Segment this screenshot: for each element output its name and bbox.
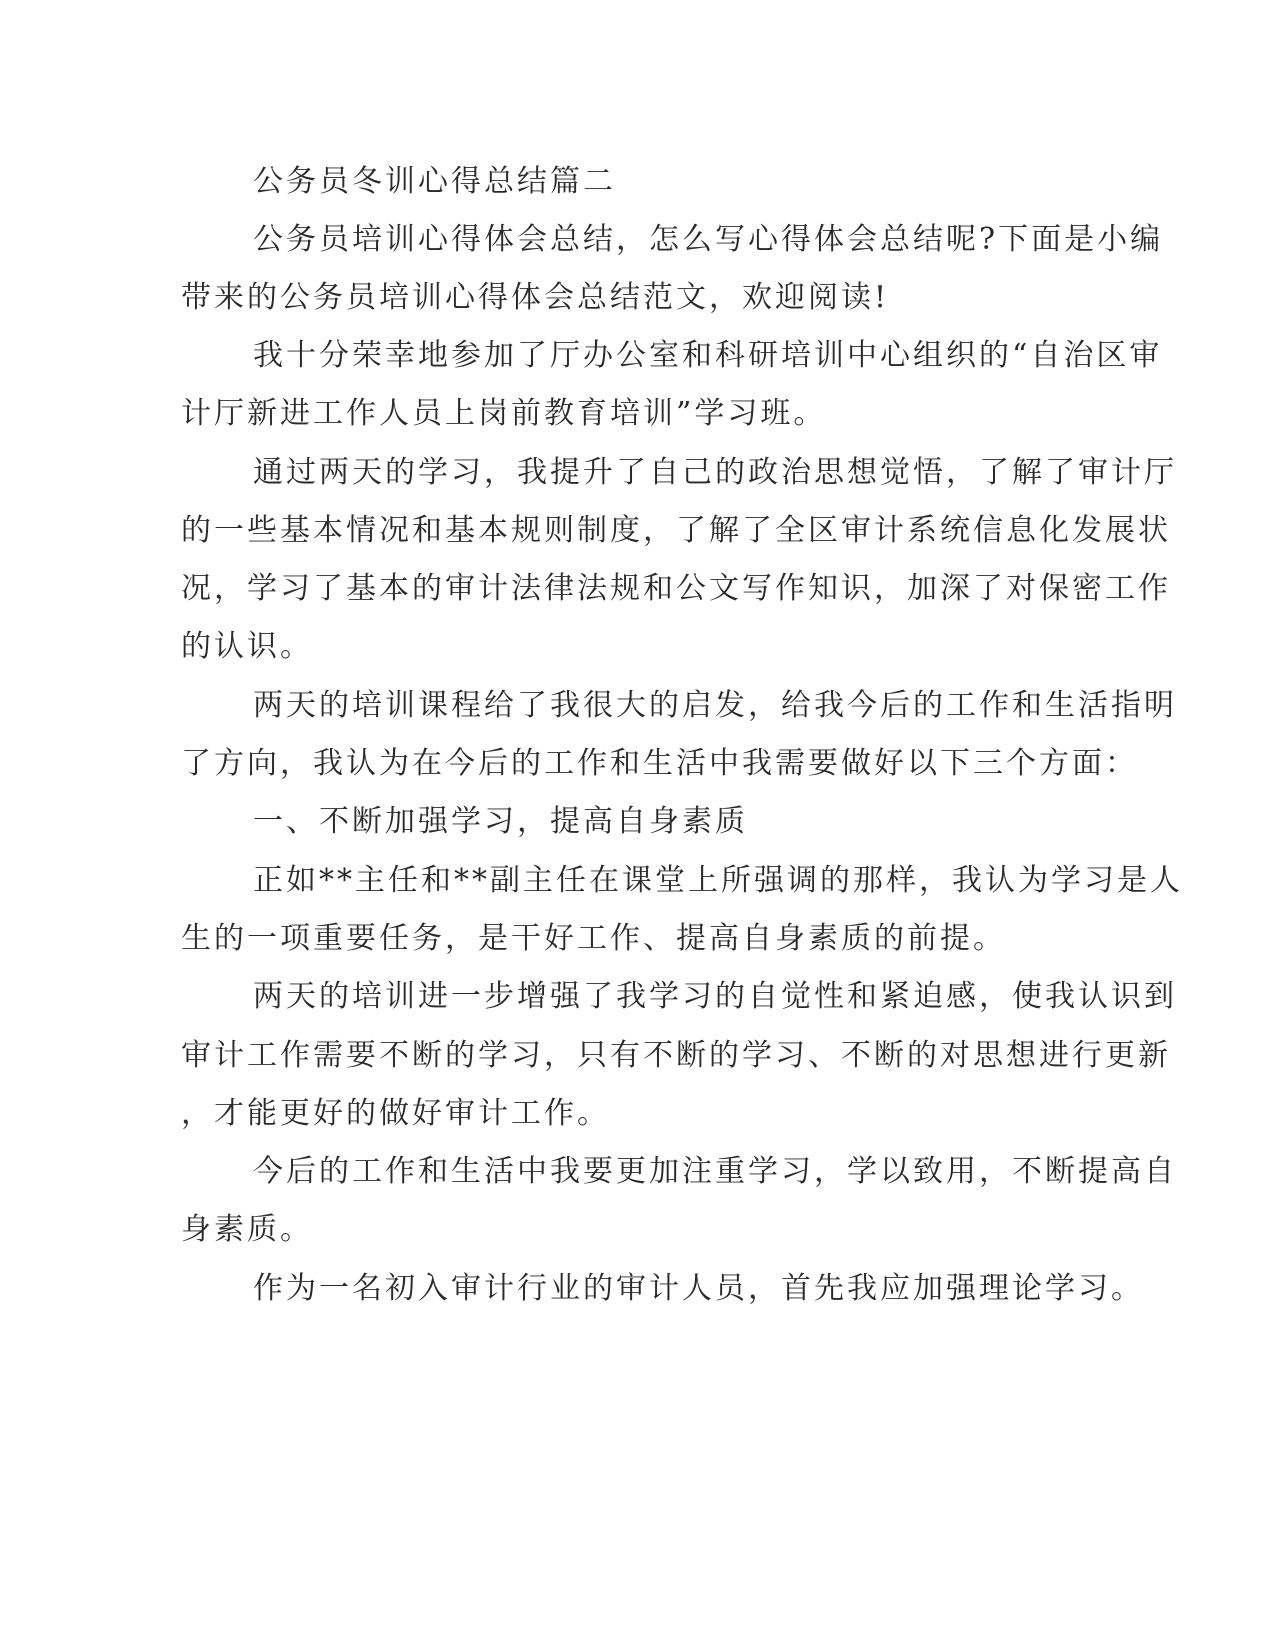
paragraph-line: 的认识。 <box>181 629 313 664</box>
paragraph-line: 了方向，我认为在今后的工作和生活中我需要做好以下三个方面： <box>181 746 1138 781</box>
paragraph-line: 通过两天的学习，我提升了自己的政治思想觉悟，了解了审计厅 <box>253 455 1177 490</box>
paragraph-line: 公务员培训心得体会总结，怎么写心得体会总结呢?下面是小编 <box>253 222 1164 257</box>
paragraph-line: 身素质。 <box>181 1212 313 1247</box>
section-heading: 一、不断加强学习，提高自身素质 <box>253 804 748 839</box>
paragraph-line: 的一些基本情况和基本规则制度，了解了全区审计系统信息化发展状 <box>181 513 1171 548</box>
paragraph-line: 今后的工作和生活中我要更加注重学习，学以致用，不断提高自 <box>253 1154 1177 1189</box>
paragraph-line: 生的一项重要任务，是干好工作、提高自身素质的前提。 <box>181 921 1006 956</box>
paragraph-line: 审计工作需要不断的学习，只有不断的学习、不断的对思想进行更新 <box>181 1038 1171 1073</box>
paragraph-line: 作为一名初入审计行业的审计人员，首先我应加强理论学习。 <box>253 1271 1144 1306</box>
paragraph-line: 计厅新进工作人员上岗前教育培训”学习班。 <box>181 396 827 431</box>
paragraph-line: 况，学习了基本的审计法律法规和公文写作知识，加深了对保密工作 <box>181 571 1171 606</box>
paragraph-line: 带来的公务员培训心得体会总结范文，欢迎阅读! <box>181 280 890 315</box>
paragraph-line: ，才能更好的做好审计工作。 <box>181 1096 610 1131</box>
document-title: 公务员冬训心得总结篇二 <box>253 164 616 199</box>
paragraph-line: 正如**主任和**副主任在课堂上所强调的那样，我认为学习是人 <box>253 863 1183 898</box>
paragraph-line: 两天的培训课程给了我很大的启发，给我今后的工作和生活指明 <box>253 688 1177 723</box>
paragraph-line: 我十分荣幸地参加了厅办公室和科研培训中心组织的“自治区审 <box>253 338 1163 373</box>
paragraph-line: 两天的培训进一步增强了我学习的自觉性和紧迫感，使我认识到 <box>253 979 1177 1014</box>
